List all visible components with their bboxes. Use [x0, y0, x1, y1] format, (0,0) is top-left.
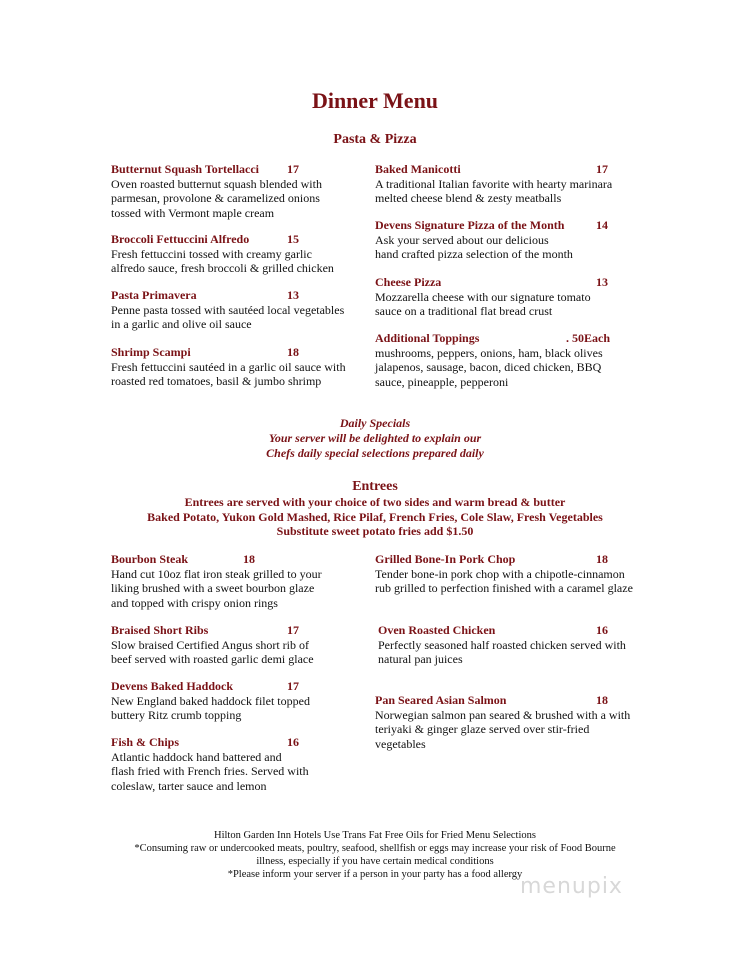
daily-specials-line: Your server will be delighted to explain our	[268, 431, 482, 445]
item-name: Broccoli Fettuccini Alfredo	[111, 232, 250, 246]
item-description: Norwegian salmon pan seared & brushed with a with teriyaki & ginger glaze served over stir-fried vegetables	[375, 707, 631, 751]
item-price: 18	[243, 552, 255, 566]
item-description: Penne pasta tossed with sautéed local vegetables in a garlic and olive oil sauce	[111, 302, 345, 331]
item-price: 18	[596, 693, 608, 707]
pasta-pizza-heading: Pasta & Pizza	[333, 132, 417, 147]
item-name: Fish & Chips	[111, 735, 180, 749]
menu-item	[375, 693, 645, 751]
footer-line: *Please inform your server if a person in your party has a food allergy	[227, 869, 523, 880]
item-price: 17	[596, 162, 608, 176]
daily-specials-line: Chefs daily special selections prepared daily	[266, 446, 484, 460]
item-price: 16	[287, 735, 299, 749]
menu-item	[375, 162, 625, 206]
menu-item	[111, 679, 361, 723]
footer-notes	[0, 829, 750, 881]
item-description: Perfectly seasoned half roasted chicken served with natural pan juices	[378, 637, 626, 666]
entrees-heading: Entrees	[352, 479, 398, 494]
item-price: 13	[596, 275, 608, 289]
item-description: A traditional Italian favorite with hearty marinara melted cheese blend & zesty meatballs	[375, 176, 613, 205]
menu-item	[375, 331, 625, 389]
menu-item	[111, 735, 361, 793]
item-name: Devens Baked Haddock	[111, 679, 234, 693]
menu-item	[378, 623, 643, 667]
item-name: Baked Manicotti	[375, 162, 461, 176]
item-price: 13	[287, 288, 299, 302]
daily-specials-title: Daily Specials	[339, 416, 411, 430]
item-description: Mozzarella cheese with our signature tomato sauce on a traditional flat bread crust	[375, 289, 591, 318]
menu-item	[111, 232, 361, 276]
watermark-logo: menupix	[520, 874, 623, 899]
item-description: Atlantic haddock hand battered and flash fried with French fries. Served with coleslaw, tarter sauce and lemon	[111, 749, 309, 793]
item-name: Additional Toppings	[375, 331, 480, 345]
item-price: . 50Each	[566, 331, 611, 345]
menu-item	[111, 623, 361, 667]
item-name: Shrimp Scampi	[111, 345, 191, 359]
item-description: Hand cut 10oz flat iron steak grilled to your liking brushed with a sweet bourbon glaze and topped with crispy onion rings	[111, 566, 322, 610]
item-name: Bourbon Steak	[111, 552, 189, 566]
menu-item	[111, 345, 361, 389]
item-price: 18	[596, 552, 608, 566]
item-price: 14	[596, 218, 608, 232]
item-description: Fresh fettuccini sautéed in a garlic oil sauce with roasted red tomatoes, basil & jumbo shrimp	[111, 359, 346, 388]
item-name: Butternut Squash Tortellacci	[111, 162, 260, 176]
footer-line: illness, especially if you have certain medical conditions	[256, 856, 494, 867]
menu-item	[111, 162, 361, 220]
menu-item	[111, 552, 361, 610]
entrees-info-line: Baked Potato, Yukon Gold Mashed, Rice Pilaf, French Fries, Cole Slaw, Fresh Vegetables	[147, 509, 603, 524]
menu-item	[375, 275, 625, 319]
item-name: Pan Seared Asian Salmon	[375, 693, 507, 707]
item-name: Oven Roasted Chicken	[378, 623, 496, 637]
footer-line: *Consuming raw or undercooked meats, poultry, seafood, shellfish or eggs may increase your risk of Food Bourne	[134, 843, 616, 854]
menu-title: Dinner Menu	[311, 88, 439, 113]
menu-item	[111, 288, 361, 332]
footer-line: Hilton Garden Inn Hotels Use Trans Fat Free Oils for Fried Menu Selections	[214, 830, 536, 841]
item-name: Grilled Bone-In Pork Chop	[375, 552, 516, 566]
item-price: 18	[287, 345, 299, 359]
item-description: Ask your served about our delicious hand crafted pizza selection of the month	[375, 232, 573, 261]
item-description: Slow braised Certified Angus short rib of beef served with roasted garlic demi glace	[111, 637, 314, 666]
item-description: Fresh fettuccini tossed with creamy garlic alfredo sauce, fresh broccoli & grilled chicken	[111, 246, 334, 275]
menu-item	[375, 218, 625, 262]
menu-item	[375, 552, 645, 596]
entrees-info	[0, 495, 750, 539]
entrees-info-line: Substitute sweet potato fries add $1.50	[276, 524, 474, 538]
item-name: Pasta Primavera	[111, 288, 197, 302]
item-description: New England baked haddock filet topped buttery Ritz crumb topping	[111, 693, 310, 722]
item-description: Tender bone-in pork chop with a chipotle-cinnamon rub grilled to perfection finished with a caramel glaze	[375, 566, 633, 595]
item-price: 17	[287, 623, 299, 637]
item-description: Oven roasted butternut squash blended with parmesan, provolone & caramelized onions tossed with Vermont maple cream	[111, 176, 322, 220]
item-price: 17	[287, 679, 299, 693]
item-name: Cheese Pizza	[375, 275, 442, 289]
daily-specials	[0, 416, 750, 461]
entrees-info-line: Entrees are served with your choice of two sides and warm bread & butter	[184, 495, 566, 509]
item-description: mushrooms, peppers, onions, ham, black olives jalapenos, sausage, bacon, diced chicken, BBQ sauce, pineapple, pepperoni	[375, 345, 603, 389]
item-price: 16	[596, 623, 608, 637]
item-price: 17	[287, 162, 299, 176]
item-price: 15	[287, 232, 299, 246]
item-name: Devens Signature Pizza of the Month	[375, 218, 565, 232]
item-name: Braised Short Ribs	[111, 623, 209, 637]
